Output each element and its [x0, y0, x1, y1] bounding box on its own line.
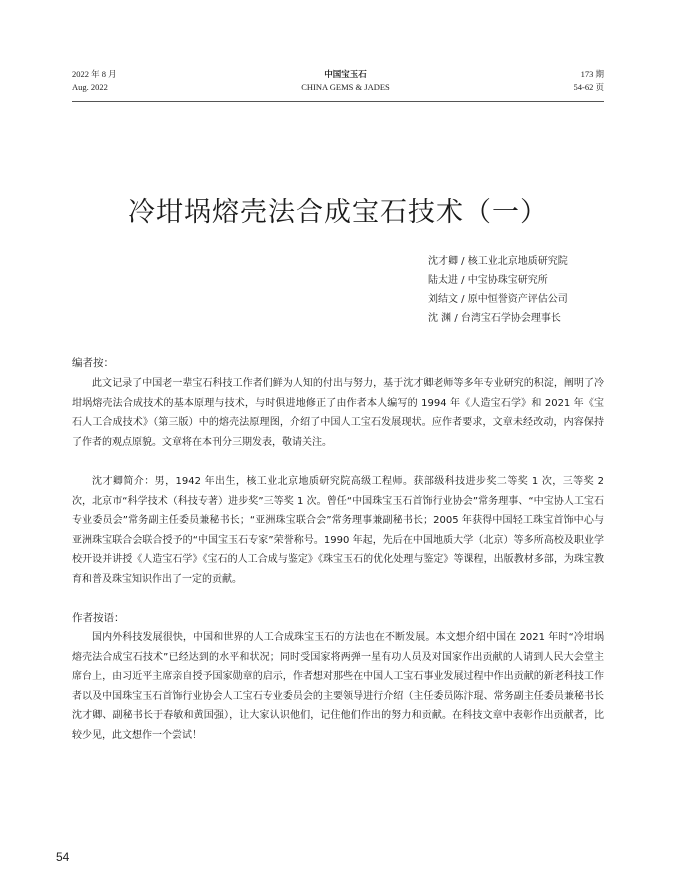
author-line: 陆太进 / 中宝协珠宝研究所 — [428, 275, 548, 286]
header-date — [72, 68, 117, 94]
header-date-cn: 2022 年 8 月 — [72, 69, 117, 79]
article-title: 冷坩埚熔壳法合成宝石技术（一） — [128, 197, 548, 228]
header-issue — [574, 68, 604, 94]
author-list — [428, 252, 568, 328]
author-note-heading: 作者按语： — [72, 612, 125, 624]
author-bio-paragraph: 沈才卿简介：男，1942 年出生，核工业北京地质研究院高级工程师。获部级科技进步奖二等奖 1 次，三等奖 2 次，北京市“科学技术（科技专著）进步奖”三等奖 1 次。曾任“中国珠宝玉石首饰行业协会”常务理事、“中宝协人工宝石专业委员会”常务副主任委员兼秘书长；“亚洲珠宝联合会”常务理事兼副秘书长；2005 年获得中国轻工珠宝首饰中心与亚洲珠宝联合会联合授予的“中国宝玉石专家”荣誉称号。1990 年起，先后在中国地质大学（北京）等多所高校及职业学校开设并讲授《人造宝石学》《宝石的人工合成与鉴定》《珠宝玉石的优化处理与鉴定》等课程，出版教材多部，为珠宝教育和普及珠宝知识作出了一定的贡献。 — [72, 476, 604, 585]
header-journal — [240, 68, 451, 94]
header-journal-en: CHINA GEMS & JADES — [301, 82, 390, 92]
header-page-range: 54-62 页 — [573, 82, 604, 92]
editor-note-heading: 编者按： — [72, 357, 114, 369]
header-date-en: Aug. 2022 — [72, 82, 108, 92]
author-line: 刘结文 / 原中恒誉资产评估公司 — [428, 294, 568, 305]
author-line: 沈才卿 / 核工业北京地质研究院 — [428, 256, 568, 267]
author-note-paragraph: 国内外科技发展很快，中国和世界的人工合成珠宝玉石的方法也在不断发展。本文想介绍中国在 2021 年时“冷坩埚熔壳法合成宝石技术”已经达到的水平和状况；同时受国家将两弹一星有功人员及对国家作出贡献的人请到人民大会堂主席台上，由习近平主席亲自授予国家勋章的启示，作者想对那些在中国人工宝石事业发展过程中作出贡献的新老科技工作者以及中国珠宝玉石首饰行业协会人工宝石专业委员会的主要领导进行介绍（主任委员陈汴琨、常务副主任委员兼秘书长沈才卿、副秘书长于春敏和黄国强），让大家认识他们，记住他们作出的努力和贡献。在科技文章中表彰作出贡献者，比较少见，此文想作一个尝试！ — [72, 632, 604, 741]
author-line: 沈 渊 / 台湾宝石学协会理事长 — [428, 313, 561, 324]
header-divider — [72, 101, 604, 102]
header-journal-cn: 中国宝玉石 — [324, 69, 367, 79]
page-number: 54 — [56, 850, 70, 864]
editor-note-paragraph: 此文记录了中国老一辈宝石科技工作者们鲜为人知的付出与努力，基于沈才卿老师等多年专业研究的积淀，阐明了冷坩埚熔壳法合成技术的基本原理与技术，与时俱进地修正了由作者本人编写的 1994 年《人造宝石学》和 2021 年《宝石人工合成技术》（第三版）中的熔壳法原理图，介绍了中国人工宝石发展现状。应作者要求，文章未经改动，内容保持了作者的观点原貌。文章将在本刊分三期发表，敬请关注。 — [72, 378, 604, 448]
header-issue-number: 173 期 — [580, 69, 604, 79]
